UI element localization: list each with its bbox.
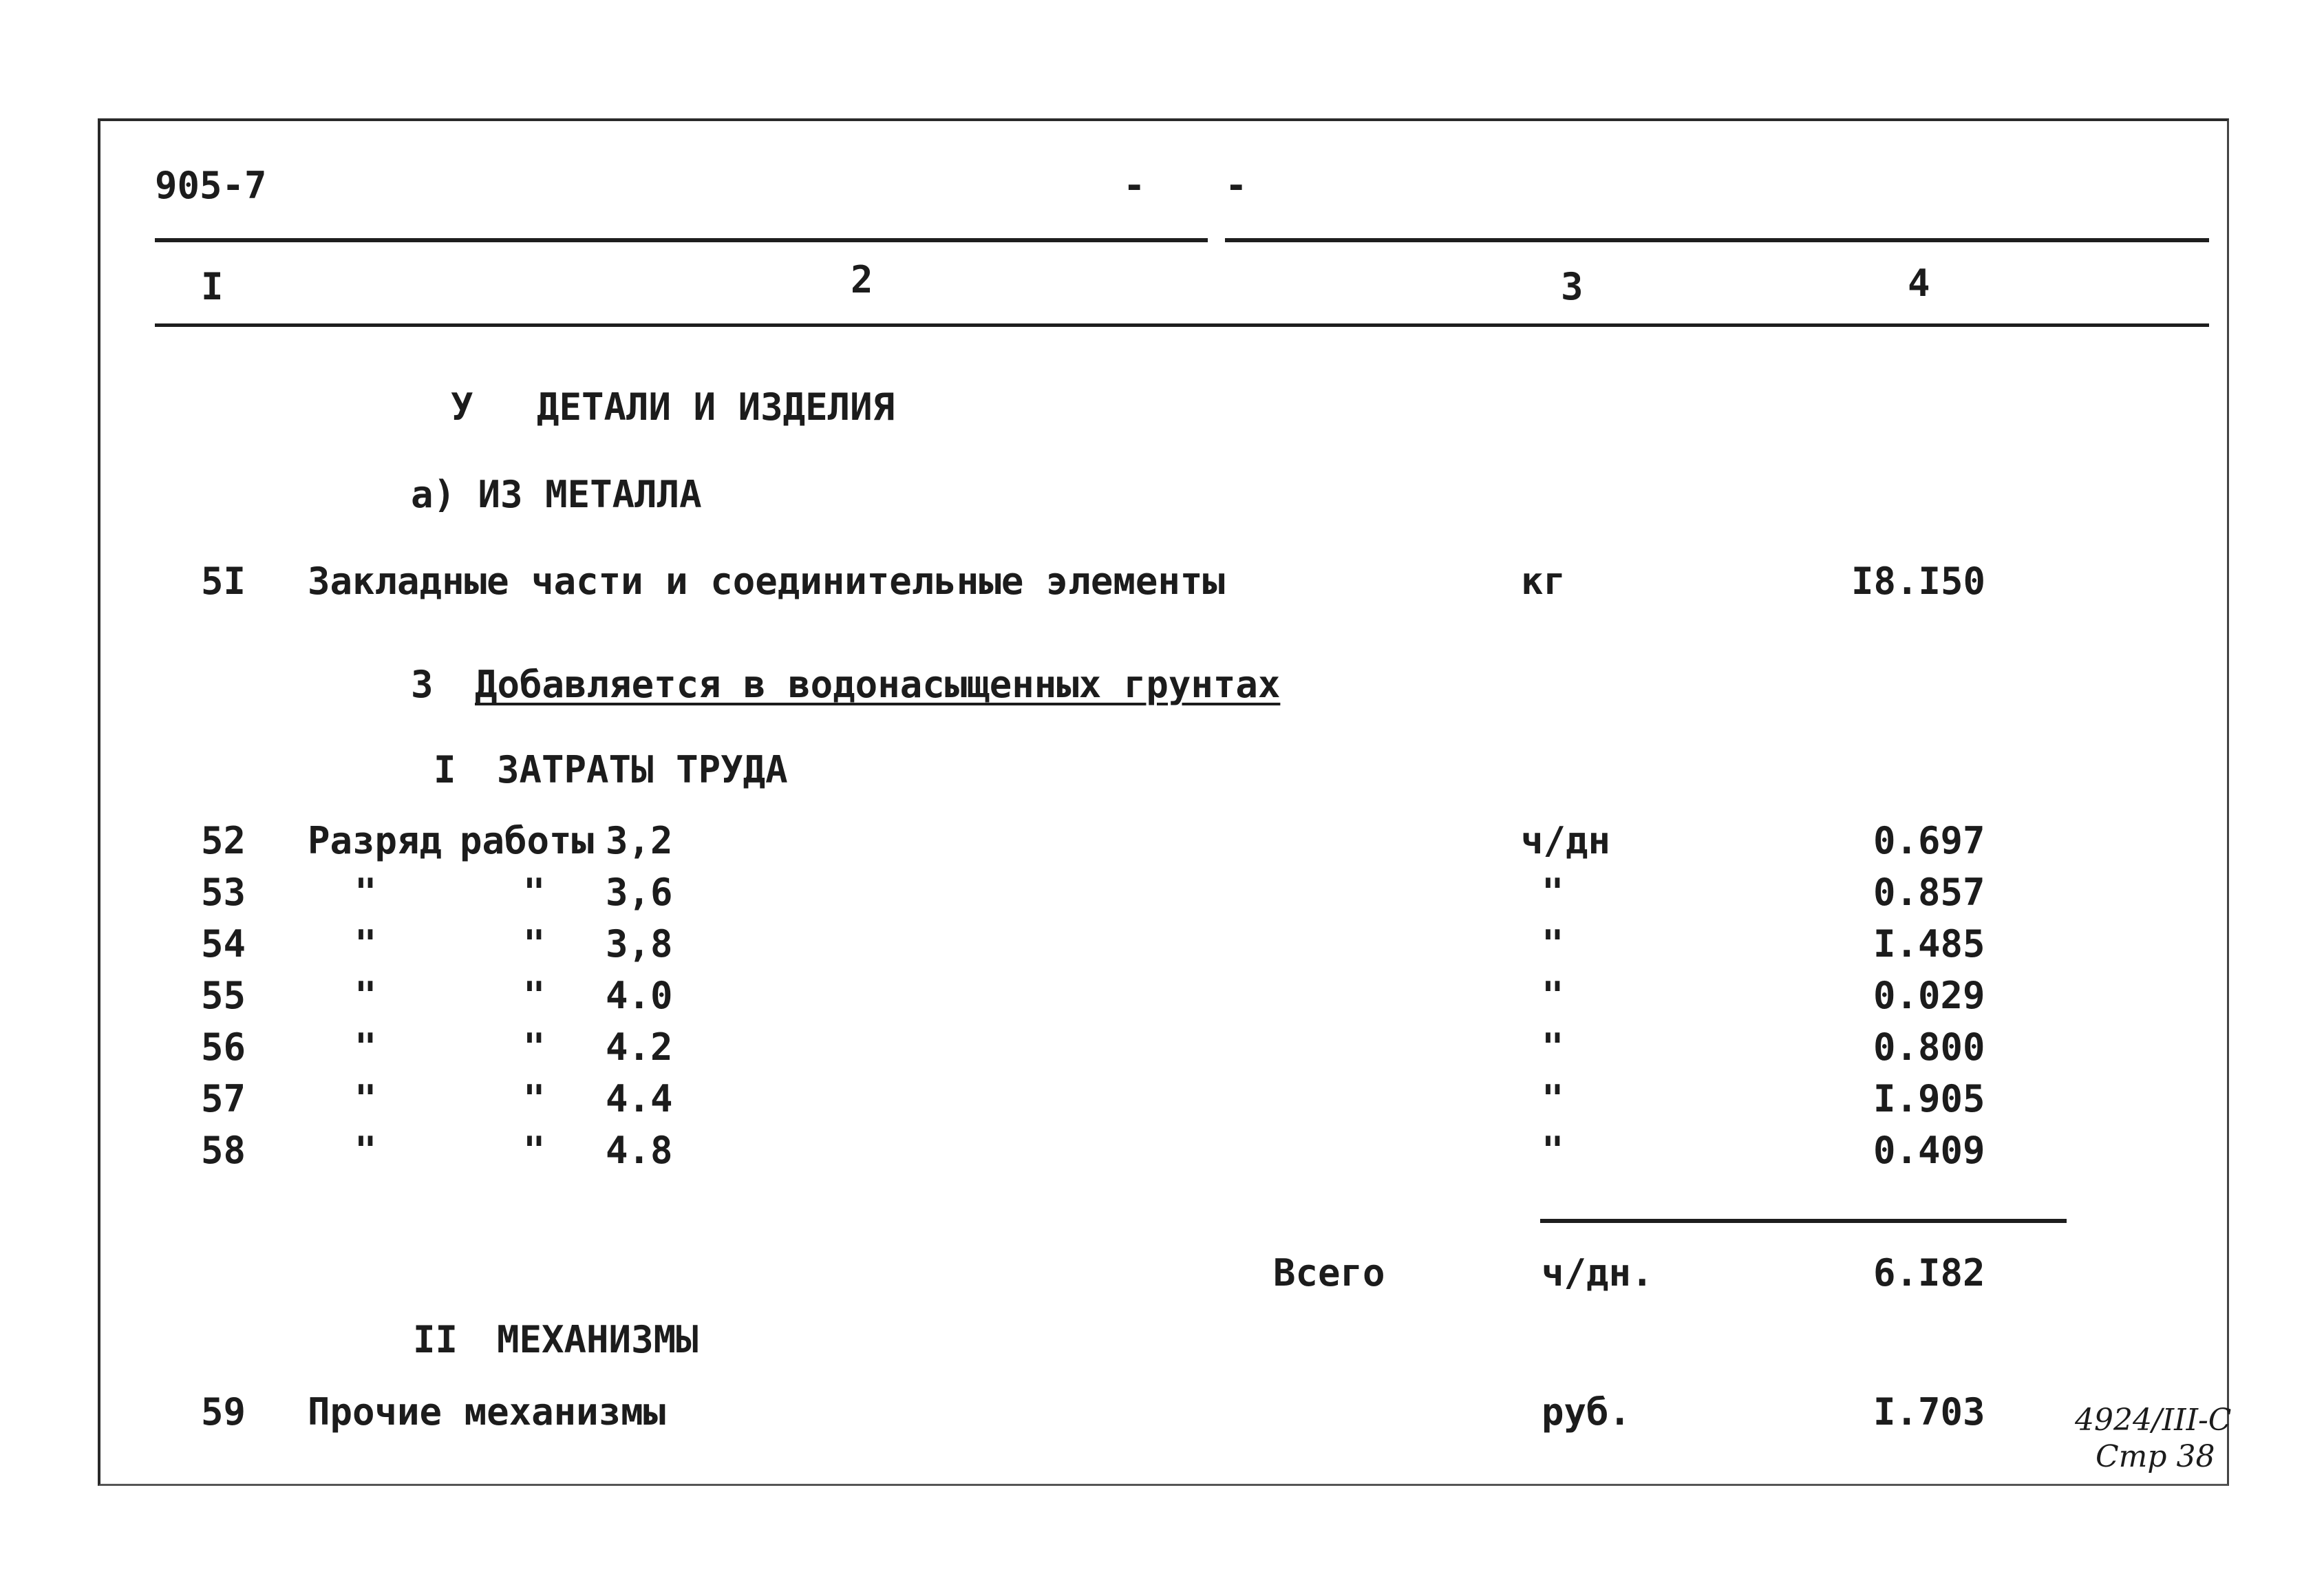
labor-row-num: 55 — [201, 974, 246, 1017]
labor-row-num: 54 — [201, 922, 246, 966]
labor-row-c2: " — [523, 871, 546, 914]
labor-group-num: I — [434, 748, 456, 791]
col-2-number: 2 — [851, 258, 873, 301]
row-59-num: 59 — [201, 1390, 246, 1434]
labor-row-unit: " — [1542, 974, 1564, 1017]
labor-row-c2: " — [523, 1077, 546, 1120]
section-v-title: ДЕТАЛИ И ИЗДЕЛИЯ — [537, 385, 895, 429]
labor-row-c1: " — [354, 974, 377, 1017]
labor-row-c2: " — [523, 1025, 546, 1069]
row-59-value: I.703 — [1873, 1390, 1985, 1434]
col-1-number: I — [201, 265, 224, 308]
labor-row-unit: " — [1542, 1025, 1564, 1069]
total-rule — [1540, 1219, 2067, 1223]
labor-row-c1: " — [354, 922, 377, 966]
labor-row-value: I.905 — [1873, 1077, 1985, 1120]
row-59-name: Прочие механизмы — [308, 1390, 666, 1434]
section-3-title: Добавляется в водонасыщенных грунтах — [475, 663, 1281, 706]
labor-row-c2: работы — [460, 819, 595, 862]
labor-row-unit: " — [1542, 922, 1564, 966]
labor-row-value: 0.857 — [1873, 871, 1985, 914]
labor-row-unit: " — [1542, 1129, 1564, 1172]
total-unit: ч/дн. — [1542, 1251, 1654, 1295]
total-label: Всего — [1273, 1251, 1385, 1295]
labor-row-num: 56 — [201, 1025, 246, 1069]
handwritten-page: Стр 38 — [2096, 1439, 2215, 1474]
labor-row-c2: " — [523, 1129, 546, 1172]
labor-row-num: 53 — [201, 871, 246, 914]
labor-row-value: I.485 — [1873, 922, 1985, 966]
col-3-number: 3 — [1561, 265, 1584, 308]
labor-row-c1: " — [354, 1077, 377, 1120]
labor-row-value: 0.409 — [1873, 1129, 1985, 1172]
doc-code: 905-7 — [155, 164, 267, 207]
labor-row-num: 58 — [201, 1129, 246, 1172]
mech-group-title: МЕХАНИЗМЫ — [497, 1318, 699, 1361]
labor-row-grade: 3,6 — [606, 871, 673, 914]
header-dash-right: - — [1225, 164, 1248, 207]
labor-row-c1: " — [354, 1129, 377, 1172]
labor-group-title: ЗАТРАТЫ ТРУДА — [497, 748, 788, 791]
labor-row-value: 0.029 — [1873, 974, 1985, 1017]
handwritten-ref: 4924/III-C — [2075, 1403, 2232, 1438]
mech-group-num: II — [413, 1318, 458, 1361]
subsection-a-title: а) ИЗ МЕТАЛЛА — [411, 473, 702, 516]
labor-row-grade: 4.4 — [606, 1077, 673, 1120]
total-value: 6.I82 — [1873, 1251, 1985, 1295]
col-4-number: 4 — [1908, 262, 1930, 305]
labor-row-num: 52 — [201, 819, 246, 862]
header-rule-right — [1225, 238, 2209, 242]
labor-row-grade: 4.0 — [606, 974, 673, 1017]
labor-row-grade: 3,8 — [606, 922, 673, 966]
labor-row-value: 0.697 — [1873, 819, 1985, 862]
labor-row-c1: " — [354, 1025, 377, 1069]
labor-row-unit: " — [1542, 1077, 1564, 1120]
labor-row-unit: ч/дн — [1521, 819, 1611, 862]
row-59-unit: руб. — [1542, 1390, 1632, 1434]
labor-row-grade: 3,2 — [606, 819, 673, 862]
labor-row-unit: " — [1542, 871, 1564, 914]
labor-row-num: 57 — [201, 1077, 246, 1120]
header-rule-left — [155, 238, 1208, 242]
header-dash-left: - — [1123, 164, 1146, 207]
labor-row-c1: Разряд — [308, 819, 443, 862]
section-v-num: У — [451, 385, 473, 429]
row-51-unit: кг — [1521, 560, 1566, 603]
row-51-name: Закладные части и соединительные элементы — [308, 560, 1225, 603]
labor-row-c2: " — [523, 974, 546, 1017]
columns-rule — [155, 323, 2209, 327]
section-3-num: 3 — [411, 663, 434, 706]
labor-row-grade: 4.8 — [606, 1129, 673, 1172]
row-51-num: 5I — [201, 560, 246, 603]
row-51-value: I8.I50 — [1851, 560, 1986, 603]
labor-row-c1: " — [354, 871, 377, 914]
labor-row-c2: " — [523, 922, 546, 966]
labor-row-value: 0.800 — [1873, 1025, 1985, 1069]
labor-row-grade: 4.2 — [606, 1025, 673, 1069]
